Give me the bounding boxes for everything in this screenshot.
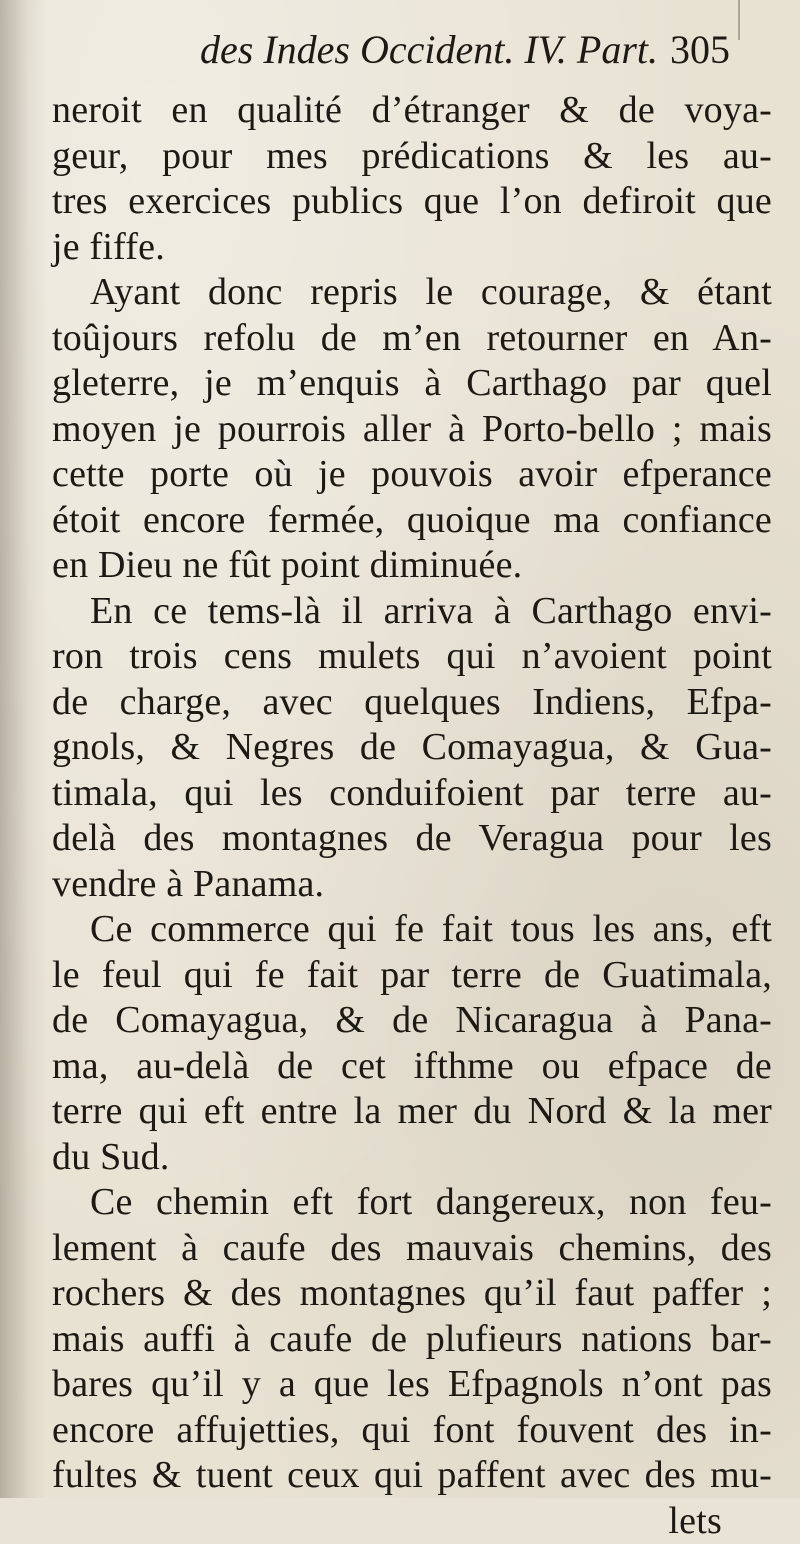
text-line: neroit en qualité d’étranger & de voya- xyxy=(52,88,772,134)
text-line: mais auffi à caufe de plufieurs nations bar- xyxy=(52,1317,772,1363)
text-line: ma, au-delà de cet ifthme ou efpace de xyxy=(52,1044,772,1090)
text-line: lement à caufe des mauvais chemins, des xyxy=(52,1226,772,1272)
text-line: encore affujetties, qui font fouvent des in- xyxy=(52,1408,772,1454)
text-line: delà des montagnes de Veragua pour les xyxy=(52,816,772,862)
text-line: je fiffe. xyxy=(52,225,772,271)
running-header xyxy=(200,26,760,76)
text-line: ron trois cens mulets qui n’avoient point xyxy=(52,634,772,680)
text-line: tres exercices publics que l’on defiroit que xyxy=(52,179,772,225)
text-line: toûjours refolu de m’en retourner en An- xyxy=(52,316,772,362)
text-body xyxy=(52,88,772,1544)
text-line: timala, qui les conduifoient par terre au- xyxy=(52,771,772,817)
text-line: du Sud. xyxy=(52,1135,772,1181)
paragraph-first-line: En ce tems-là il arriva à Carthago envi- xyxy=(52,589,772,635)
running-title: des Indes Occident. IV. Part. xyxy=(200,26,658,73)
text-line: bares qu’il y a que les Efpagnols n’ont pas xyxy=(52,1362,772,1408)
paragraph-first-line: Ce commerce qui fe fait tous les ans, eft xyxy=(52,907,772,953)
text-line: cette porte où je pouvois avoir efperance xyxy=(52,452,772,498)
paragraph-first-line: Ce chemin eft fort dangereux, non feu- xyxy=(52,1180,772,1226)
text-line: moyen je pourrois aller à Porto-bello ; mais xyxy=(52,407,772,453)
text-line: étoit encore fermée, quoique ma confiance xyxy=(52,498,772,544)
text-line: fultes & tuent ceux qui paffent avec des mu- xyxy=(52,1453,772,1499)
text-line: gnols, & Negres de Comayagua, & Gua- xyxy=(52,725,772,771)
text-line: vendre à Panama. xyxy=(52,862,772,908)
text-line: de charge, avec quelques Indiens, Efpa- xyxy=(52,680,772,726)
text-line: de Comayagua, & de Nicaragua à Pana- xyxy=(52,998,772,1044)
catchword: lets xyxy=(52,1499,772,1544)
page-number: 305 xyxy=(670,26,730,73)
text-line: le feul qui fe fait par terre de Guatimala, xyxy=(52,953,772,999)
paragraph-first-line: Ayant donc repris le courage, & étant xyxy=(52,270,772,316)
text-line: geur, pour mes prédications & les au- xyxy=(52,134,772,180)
text-line: en Dieu ne fût point diminuée. xyxy=(52,543,772,589)
text-line: rochers & des montagnes qu’il faut paffer ; xyxy=(52,1271,772,1317)
text-line: terre qui eft entre la mer du Nord & la mer xyxy=(52,1089,772,1135)
text-line: gleterre, je m’enquis à Carthago par quel xyxy=(52,361,772,407)
binding-gutter-shadow xyxy=(0,0,48,1498)
